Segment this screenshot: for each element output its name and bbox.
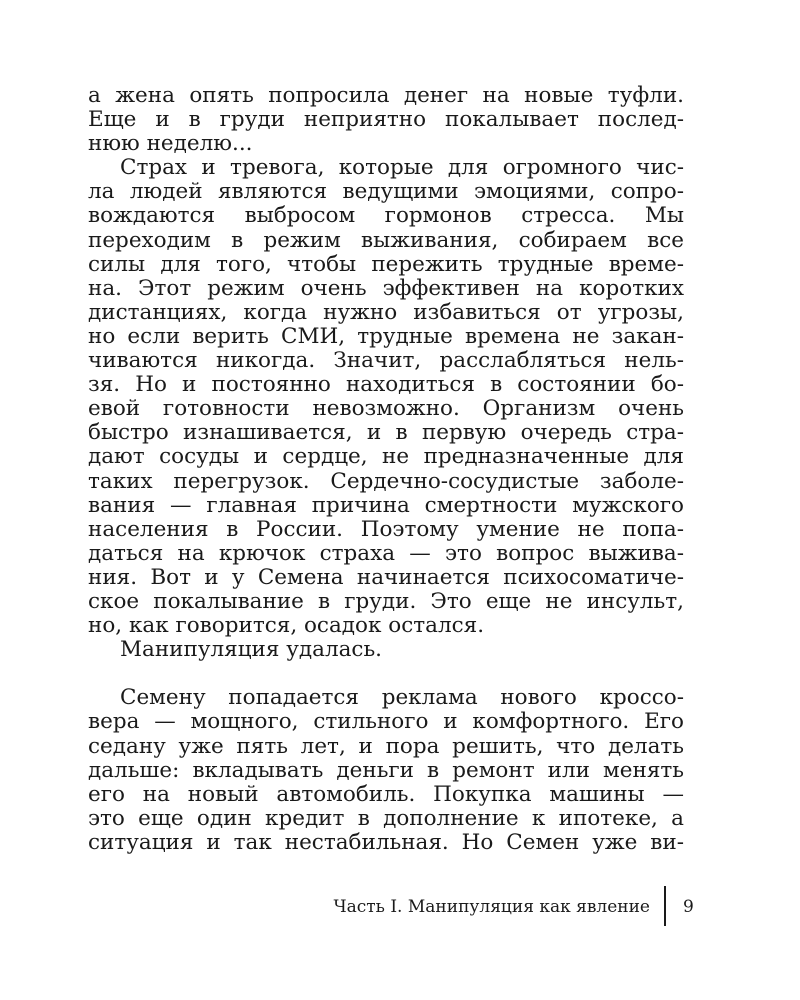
paragraph — [88, 156, 684, 638]
text-line: евой готовности невозможно. Организм очень — [88, 396, 684, 422]
text-line: Манипуляция удалась. — [120, 637, 383, 663]
section-break — [88, 662, 684, 686]
text-line: вания — главная причина смертности мужского — [88, 492, 684, 518]
paragraph — [88, 686, 684, 855]
text-line: но если верить СМИ, трудные времена не закан- — [88, 323, 684, 349]
text-line: седану уже пять лет, и пора решить, что делать — [88, 733, 684, 759]
footer-divider — [664, 886, 666, 926]
text-line: Страх и тревога, которые для огромного чис- — [120, 155, 684, 181]
text-line: быстро изнашивается, и в первую очередь стра- — [88, 420, 684, 446]
text-line: ское покалывание в груди. Это еще не инсульт, — [88, 588, 684, 614]
text-line: населения в России. Поэтому умение не попа- — [88, 516, 684, 542]
text-line: а жена опять попросила денег на новые туфли. — [88, 83, 684, 108]
text-line: дистанциях, когда нужно избавиться от угрозы, — [88, 299, 684, 325]
text-line: таких перегрузок. Сердечно-сосудистые заболе- — [88, 468, 684, 494]
text-line: переходим в режим выживания, собираем все — [88, 227, 684, 253]
text-line: это еще один кредит в дополнение к ипотеке, а — [88, 805, 684, 831]
text-line: Еще и в груди неприятно покалывает послед- — [88, 107, 684, 133]
text-line: вождаются выбросом гормонов стресса. Мы — [88, 203, 684, 229]
page-number: 9 — [683, 897, 694, 917]
text-line: дальше: вкладывать деньги в ремонт или менять — [88, 757, 684, 783]
text-line: даться на крючок страха — это вопрос выжива- — [88, 540, 684, 566]
paragraph — [88, 84, 684, 156]
text-line: нюю неделю... — [88, 131, 253, 157]
text-line: чиваются никогда. Значит, расслабляться нель- — [88, 348, 684, 374]
text-line: зя. Но и постоянно находиться в состоянии бо- — [88, 372, 684, 398]
text-line: его на новый автомобиль. Покупка машины — — [88, 781, 684, 807]
text-line: ния. Вот и у Семена начинается психосоматиче- — [88, 564, 684, 590]
text-line: ситуация и так нестабильная. Но Семен уже ви- — [88, 829, 684, 855]
text-line: ла людей являются ведущими эмоциями, сопро- — [88, 179, 684, 205]
text-line: силы для того, чтобы пережить трудные време- — [88, 251, 684, 277]
text-line: Семену попадается реклама нового кроссо- — [120, 685, 684, 711]
text-line: дают сосуды и сердце, не предназначенные для — [88, 444, 684, 470]
text-line: но, как говорится, осадок остался. — [88, 613, 485, 639]
body-text — [88, 84, 684, 855]
text-line: вера — мощного, стильного и комфортного. Его — [88, 709, 684, 735]
running-title: Часть I. Манипуляция как явление — [333, 897, 650, 917]
paragraph — [88, 638, 684, 662]
text-line: на. Этот режим очень эффективен на коротких — [88, 275, 684, 301]
